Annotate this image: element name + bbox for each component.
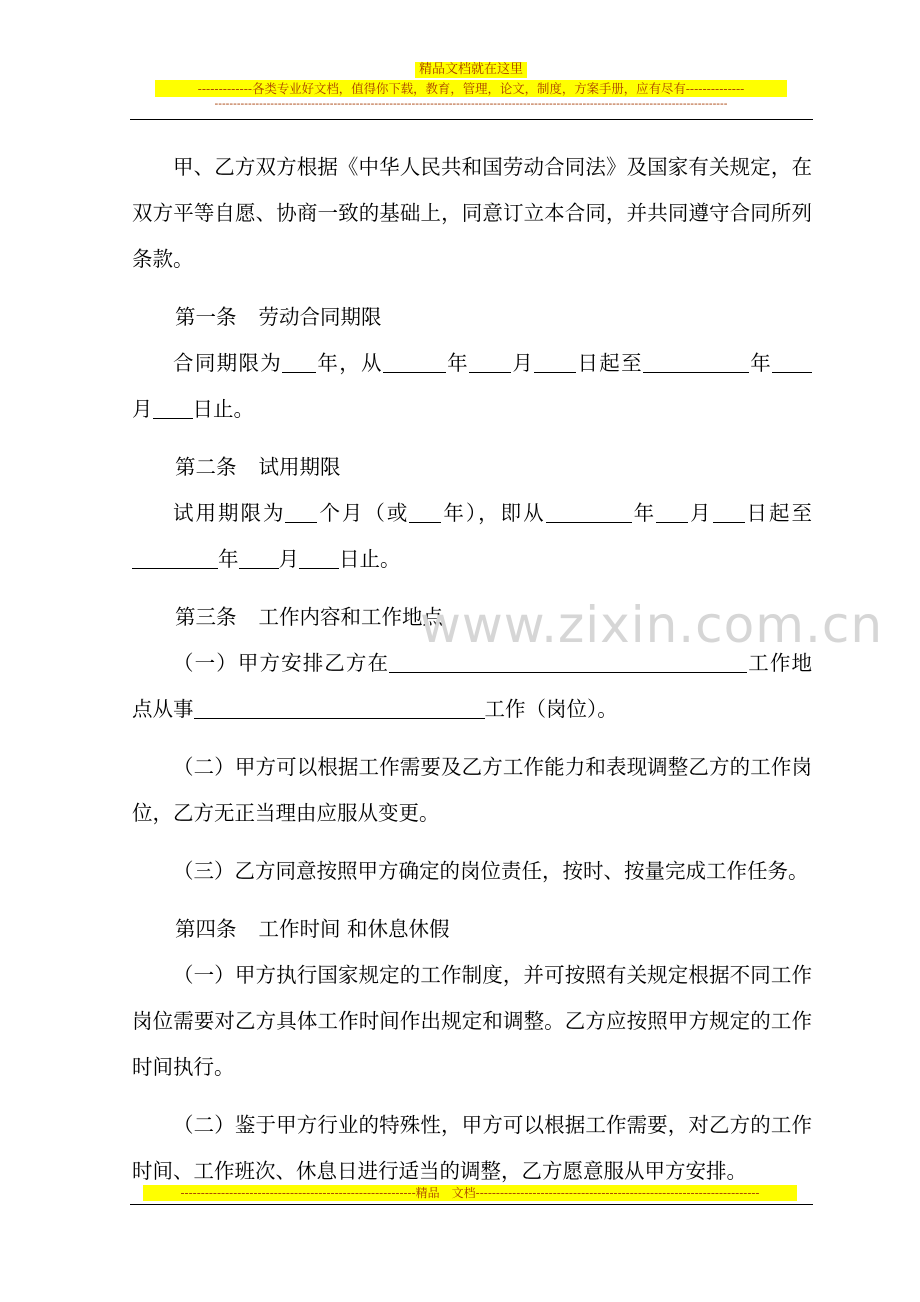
blank-work-post[interactable] [194, 696, 485, 719]
blank-trial-months[interactable] [285, 500, 317, 523]
article-1-text: 合同期限为 年，从 年 月 日起至 年 月 日止。 [132, 340, 812, 432]
blank-end-month-a[interactable] [772, 350, 812, 373]
blank-end-day[interactable] [153, 396, 193, 419]
header-slogan: -------------各类专业好文档，值得你下载，教育，管理，论文，制度，方案手册，应有尽有-------------- [155, 80, 787, 97]
article-2-text: 试用期限为 个月（或 年），即从 年 月 日起至 年 月 日止。 [132, 490, 812, 582]
blank-trial-start-day[interactable] [713, 500, 745, 523]
article-3-item-2: （二）甲方可以根据工作需要及乙方工作能力和表现调整乙方的工作岗位，乙方无正当理由应服从变更。 [132, 755, 812, 825]
article-2-number: 第二条 [175, 455, 237, 479]
article-4-item-1: （一）甲方执行国家规定的工作制度，并可按照有关规定根据不同工作岗位需要对乙方具体工作时间作出规定和调整。乙方应按照甲方规定的工作时间执行。 [132, 963, 812, 1079]
contract-body [132, 144, 812, 1206]
article-1-title: 劳动合同期限 [258, 305, 382, 329]
page-header [130, 62, 812, 110]
header-title: 精品文档就在这里 [415, 62, 527, 78]
header-rule [130, 119, 813, 120]
blank-trial-start-year[interactable] [546, 500, 632, 523]
article-3-number: 第三条 [175, 605, 237, 629]
blank-work-place[interactable] [389, 650, 747, 673]
article-4-number: 第四条 [175, 917, 237, 941]
article-4-title: 工作时间 和休息休假 [258, 917, 450, 941]
article-4-item-2: （二）鉴于甲方行业的特殊性，甲方可以根据工作需要，对乙方的工作时间、工作班次、休息日进行适当的调整，乙方愿意服从甲方安排。 [132, 1113, 812, 1183]
blank-trial-end-year[interactable] [132, 546, 218, 569]
watermark: www.zixin.com.cn [420, 596, 884, 654]
blank-trial-end-day[interactable] [299, 546, 339, 569]
article-3-heading [132, 594, 812, 640]
header-dash-line: ------------------------------------------------------------------------------------------------------------------------------------------ [214, 98, 728, 110]
intro-line-1: 甲、乙方双方根据《中华人民共和国劳动合同法》及国家有关规定， [173, 155, 792, 179]
article-3-item-3: （三）乙方同意按照甲方确定的岗位责任，按时、按量完成工作任务。 [173, 859, 809, 883]
blank-end-year[interactable] [643, 350, 749, 373]
article-3-item-1: （一）甲方安排乙方在 工作地点从事 工作（岗位）。 [132, 651, 813, 721]
intro-line-2: 在双方平等自愿、协商一致的基础上，同意订立本合同，并共同遵守合同所列条款。 [132, 155, 812, 271]
article-3-title: 工作内容和工作地点 [258, 605, 443, 629]
blank-start-day[interactable] [534, 350, 576, 373]
blank-trial-start-month[interactable] [656, 500, 688, 523]
blank-start-year[interactable] [383, 350, 446, 373]
article-1-number: 第一条 [175, 305, 237, 329]
blank-years[interactable] [282, 350, 316, 373]
article-2-title: 试用期限 [258, 455, 341, 479]
blank-trial-end-month[interactable] [239, 546, 279, 569]
intro-paragraph [132, 144, 812, 282]
article-4-heading [132, 906, 812, 952]
blank-trial-years[interactable] [409, 500, 441, 523]
footer-rule [130, 1204, 813, 1205]
footer-band: ----------------------------------------------------------精品 文档---------------------------------------------------------------------- [143, 1185, 797, 1201]
blank-start-month[interactable] [469, 350, 511, 373]
article-1-heading [132, 294, 812, 340]
article-2-heading [132, 444, 812, 490]
